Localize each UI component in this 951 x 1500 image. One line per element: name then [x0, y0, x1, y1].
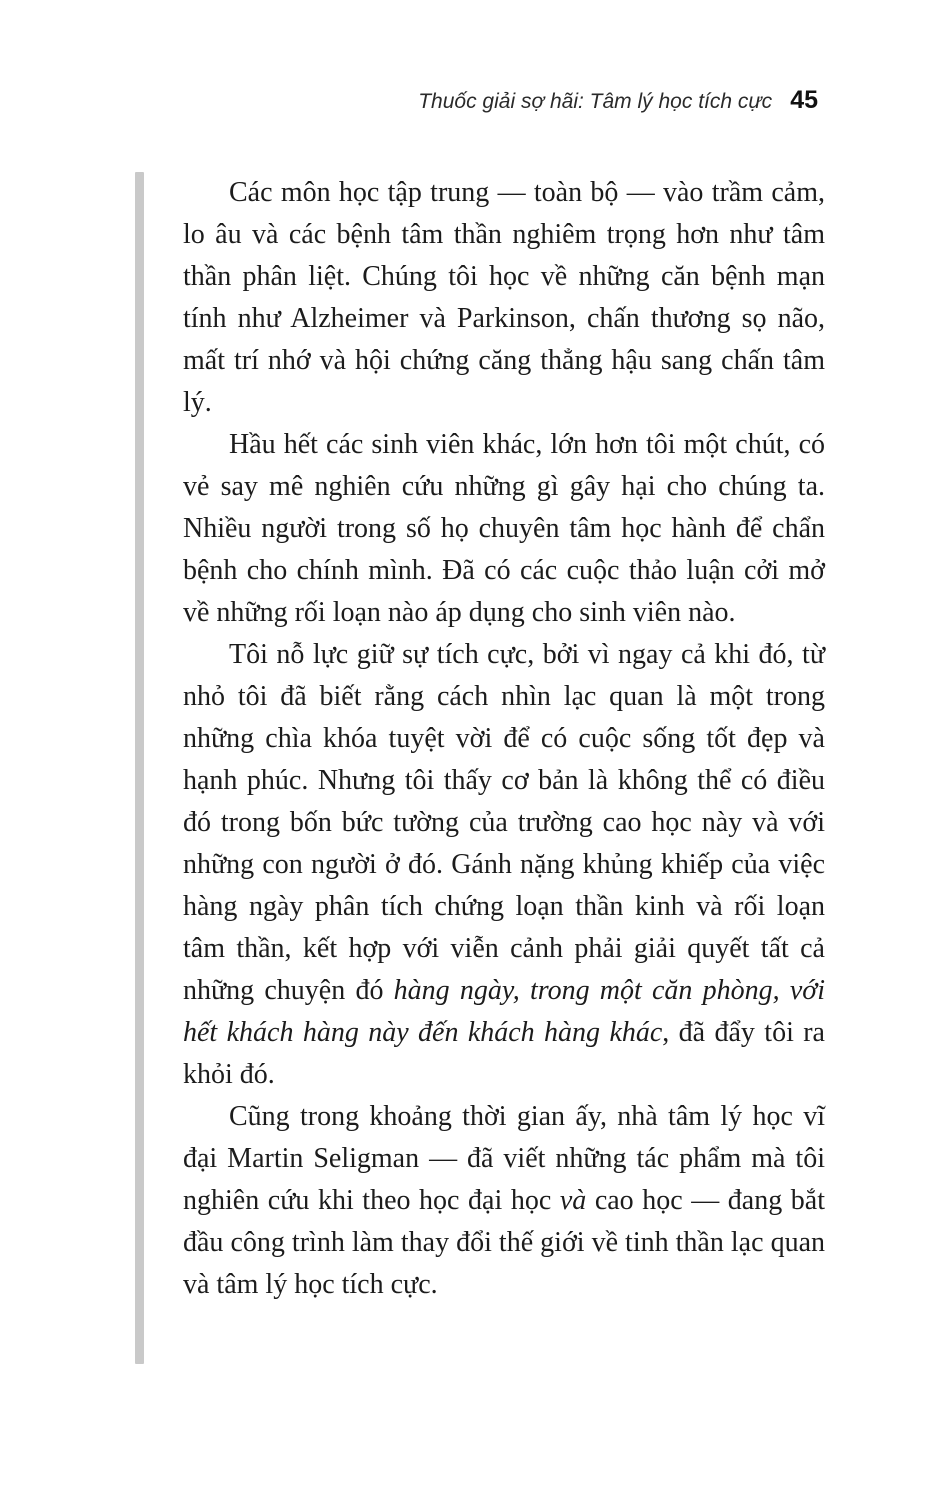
page-header	[418, 86, 818, 115]
paragraph	[183, 424, 825, 634]
running-title: Thuốc giải sợ hãi: Tâm lý học tích cực	[418, 90, 773, 113]
body-text	[183, 172, 825, 1306]
paragraph	[183, 172, 825, 424]
paragraph	[183, 1096, 825, 1306]
text-segment: Cũng trong khoảng thời gian ấy, nhà tâm lý học vĩ đại Martin Seligman — đã viết những tác phẩm mà tôi nghiên cứu khi theo học đại học	[183, 1101, 825, 1216]
text-segment: cao học — đang bắt đầu công trình làm thay đổi thế giới về tinh thần lạc quan và tâm lý học tích cực.	[183, 1185, 826, 1300]
paragraph	[183, 634, 825, 1096]
text-segment-italic: và	[559, 1185, 587, 1216]
text-segment: , đã đẩy tôi ra khỏi đó.	[183, 1017, 825, 1090]
block-quote-bar	[135, 172, 144, 1364]
page-number: 45	[790, 86, 818, 114]
text-segment-italic: hàng ngày, trong một căn phòng, với hết khách hàng này đến khách hàng khác	[183, 975, 825, 1048]
text-segment: Hầu hết các sinh viên khác, lớn hơn tôi một chút, có vẻ say mê nghiên cứu những gì gây hại cho chúng ta. Nhiều người trong số họ chuyên tâm học hành để chẩn bệnh cho chính mình. Đã có các cuộc thảo luận cởi mở về những rối loạn nào áp dụng cho sinh viên nào.	[183, 429, 825, 628]
text-segment: Các môn học tập trung — toàn bộ — vào trầm cảm, lo âu và các bệnh tâm thần nghiêm trọng hơn như tâm thần phân liệt. Chúng tôi học về những căn bệnh mạn tính như Alzheimer và Parkinson, chấn thương sọ não, mất trí nhớ và hội chứng căng thẳng hậu sang chấn tâm lý.	[183, 177, 825, 418]
text-segment: Tôi nỗ lực giữ sự tích cực, bởi vì ngay cả khi đó, từ nhỏ tôi đã biết rằng cách nhìn lạc quan là một trong những chìa khóa tuyệt vời để có cuộc sống tốt đẹp và hạnh phúc. Nhưng tôi thấy cơ bản là không thể có điều đó trong bốn bức tường của trường cao học này và với những con người ở đó. Gánh nặng khủng khiếp của việc hàng ngày phân tích chứng loạn thần kinh và rối loạn tâm thần, kết hợp với viễn cảnh phải giải quyết tất cả những chuyện đó	[183, 639, 825, 1006]
